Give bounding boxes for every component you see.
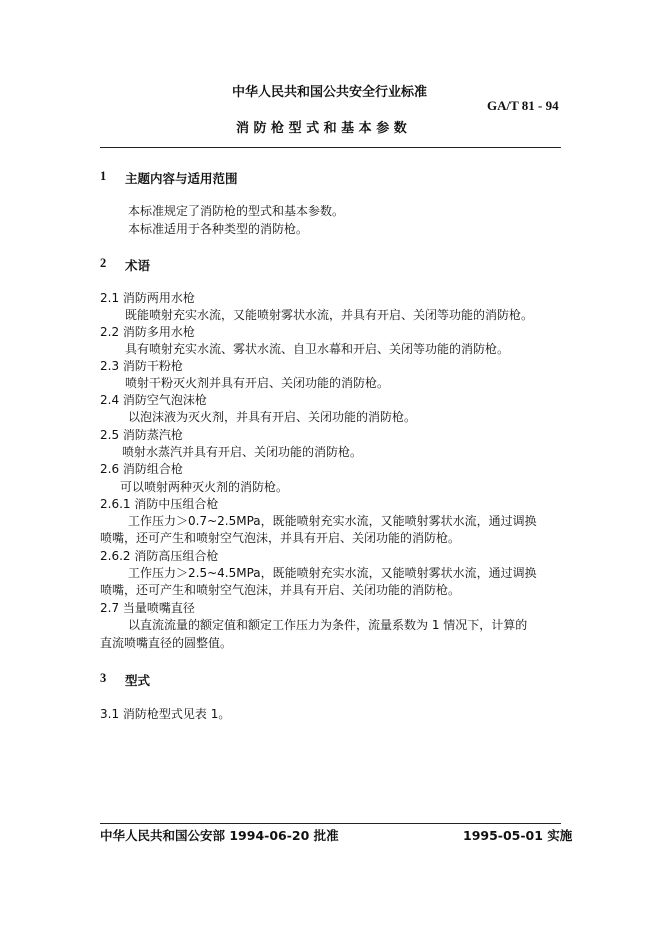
org-title: 中华人民共和国公共安全行业标准 — [232, 85, 428, 100]
term-2-3-desc: 喷射干粉灭火剂并具有开启、关闭功能的消防枪。 — [125, 376, 390, 390]
term-2-2-label: 2.2 消防多用水枪 — [100, 325, 195, 339]
term-2-6-label: 2.6 消防组合枪 — [100, 462, 183, 476]
section-3-title: 型式 — [125, 673, 151, 688]
approval-line: 中华人民共和国公安部 1994-06-20 批准 — [100, 828, 339, 843]
section-1-para-2: 本标准适用于各种类型的消防枪。 — [128, 222, 309, 236]
section-3-1-item: 3.1 消防枪型式见表 1。 — [100, 707, 231, 721]
term-2-6-2-desc-line-2: 喷嘴，还可产生和喷射空气泡沫，并具有开启、关闭功能的消防枪。 — [100, 583, 461, 597]
term-2-7-desc-line-2: 直流喷嘴直径的圆整值。 — [100, 636, 233, 650]
term-2-2-desc: 具有喷射充实水流、雾状水流、自卫水幕和开启、关闭等功能的消防枪。 — [125, 342, 510, 356]
term-2-6-desc: 可以喷射两种灭火剂的消防枪。 — [120, 480, 289, 494]
section-3-number: 3 — [100, 671, 107, 685]
header-divider — [100, 147, 561, 148]
term-2-6-1-desc-line-2: 喷嘴，还可产生和喷射空气泡沫，并具有开启、关闭功能的消防枪。 — [100, 531, 461, 545]
term-2-6-2-label: 2.6.2 消防高压组合枪 — [100, 549, 219, 563]
term-2-4-desc: 以泡沫液为灭火剂，并具有开启、关闭功能的消防枪。 — [128, 410, 417, 424]
term-2-6-2-desc-line-1: 工作压力＞2.5~4.5MPa，既能喷射充实水流，又能喷射雾状水流，通过调换 — [128, 566, 537, 580]
term-2-5-desc: 喷射水蒸汽并具有开启、关闭功能的消防枪。 — [122, 445, 363, 459]
term-2-4-label: 2.4 消防空气泡沫枪 — [100, 393, 207, 407]
standard-code: GA/T 81 - 94 — [487, 98, 559, 113]
term-2-1-desc: 既能喷射充实水流，又能喷射雾状水流，并具有开启、关闭等功能的消防枪。 — [125, 308, 534, 322]
section-1-title: 主题内容与适用范围 — [125, 171, 238, 186]
term-2-1-label: 2.1 消防两用水枪 — [100, 291, 195, 305]
term-2-3-label: 2.3 消防干粉枪 — [100, 359, 183, 373]
section-1-para-1: 本标准规定了消防枪的型式和基本参数。 — [128, 204, 345, 218]
term-2-6-1-label: 2.6.1 消防中压组合枪 — [100, 497, 219, 511]
footer-divider — [100, 823, 561, 824]
section-1-number: 1 — [100, 169, 107, 183]
term-2-7-label: 2.7 当量喷嘴直径 — [100, 601, 195, 615]
effective-date: 1995-05-01 实施 — [463, 828, 573, 843]
term-2-6-1-desc-line-1: 工作压力＞0.7~2.5MPa，既能喷射充实水流，又能喷射雾状水流，通过调换 — [128, 514, 537, 528]
term-2-7-desc-line-1: 以直流流量的额定值和额定工作压力为条件，流量系数为 1 情况下，计算的 — [128, 618, 528, 632]
term-2-5-label: 2.5 消防蒸汽枪 — [100, 428, 183, 442]
document-title: 消 防 枪 型 式 和 基 本 参 数 — [236, 121, 407, 136]
section-2-number: 2 — [100, 256, 107, 270]
section-2-title: 术语 — [125, 258, 151, 273]
